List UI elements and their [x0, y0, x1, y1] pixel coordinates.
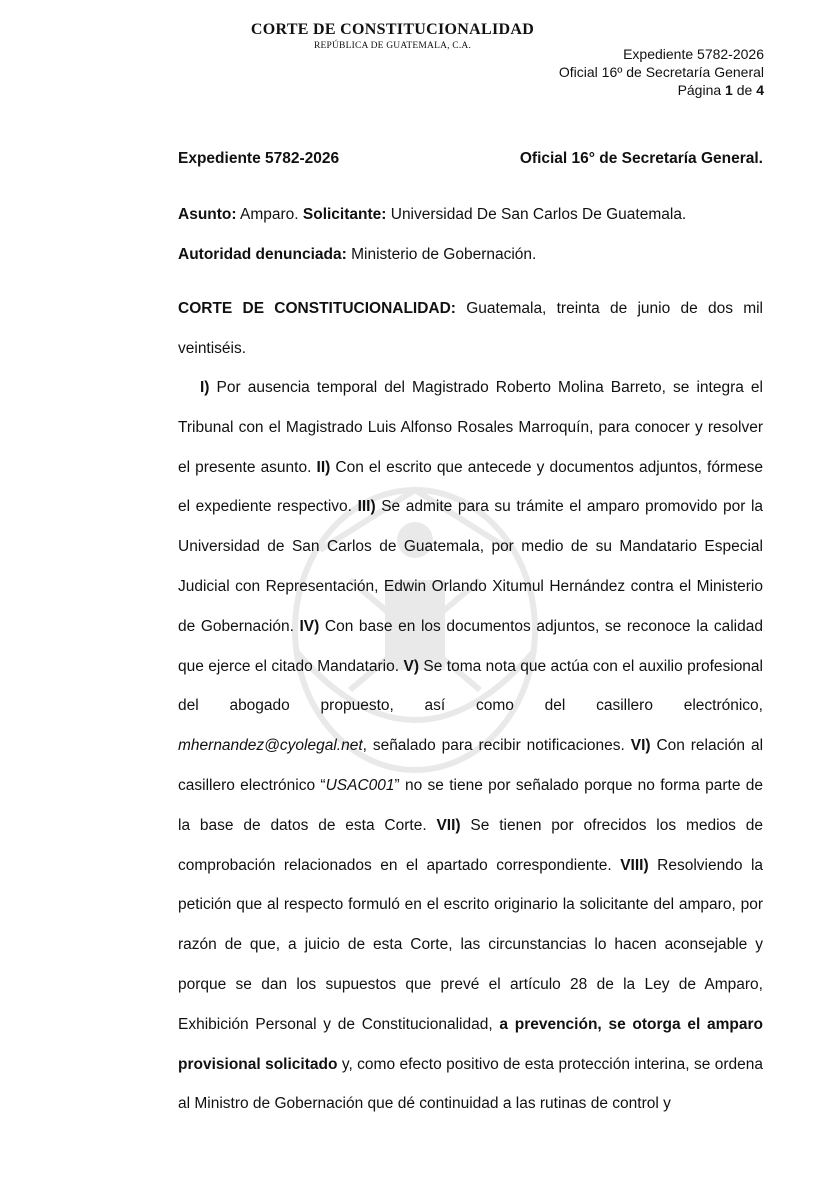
intro-court-label: CORTE DE CONSTITUCIONALIDAD: — [178, 300, 456, 317]
intro-date: Guatemala, treinta de junio de dos mil veintiséis. — [178, 300, 764, 357]
page-info-oficial: Oficial 16º de Secretaría General — [558, 64, 764, 80]
resolution-text-run: Se toma nota que actúa con el auxilio profesional del abogado propuesto, así como del casillero electrónico, — [178, 657, 763, 715]
resolution-bold-run: VIII) — [620, 856, 649, 874]
court-name: CORTE DE CONSTITUCIONALIDAD — [250, 21, 535, 38]
resolution-bold-run: III) — [357, 498, 376, 516]
solicitante-label: Solicitante: — [302, 206, 387, 223]
heading-expediente: Expediente 5782-2026 — [178, 150, 340, 167]
resolution-text — [178, 368, 763, 1124]
asunto-value: Amparo. — [236, 206, 303, 223]
resolution-bold-run: IV) — [299, 617, 320, 635]
resolution-text-run: y, como efecto positivo de esta protección interina, se ordena al Ministro de Gobernación que dé continuidad a las rutinas de control y — [178, 1055, 763, 1113]
resolution-text-run: Por ausencia temporal del Magistrado Roberto Molina Barreto, se integra el Tribunal con el Magistrado Luis Alfonso Rosales Marroquín, para conocer y resolver el presente asunto. — [178, 379, 763, 476]
resolution-bold-run: I) — [200, 379, 210, 396]
asunto-paragraph — [178, 195, 763, 275]
page-current: 1 — [725, 82, 733, 98]
page-prefix: Página — [677, 82, 726, 98]
resolution-text-run: Con base en los documentos adjuntos, se reconoce la calidad que ejerce el citado Mandatario. — [178, 617, 763, 675]
resolution-bold-run: II) — [316, 458, 331, 476]
heading-oficial: Oficial 16° de Secretaría General. — [519, 150, 763, 167]
resolution-italic-run: USAC001 — [325, 776, 395, 794]
letterhead — [220, 20, 565, 52]
page-of: de — [732, 82, 757, 98]
page-info — [559, 45, 764, 99]
autoridad-label: Autoridad denunciada: — [178, 245, 347, 263]
resolution-text-run: Se admite para su trámite el amparo promovido por la Universidad de San Carlos de Guatemala, por medio de su Mandatario Especial Judicial con Representación, Edwin Orlando Xitumul Hernández contra el Ministerio de Gobernación. — [178, 498, 764, 635]
solicitante-value: Universidad De San Carlos De Guatemala. — [386, 206, 687, 223]
resolution-bold-run: V) — [403, 657, 419, 675]
resolution-bold-run: VI) — [630, 737, 651, 755]
resolution-bold-run: VII) — [436, 816, 461, 834]
resolution-text-run: Con relación al casillero electrónico “ — [178, 737, 764, 794]
resolution-text-run: , señalado para recibir notificaciones. — [362, 737, 631, 755]
page-total: 4 — [756, 82, 764, 98]
page-number — [559, 81, 764, 99]
resolution-text-run: Se tienen por ofrecidos los medios de comprobación relacionados en el apartado correspondiente. — [178, 816, 763, 874]
autoridad-value: Ministerio de Gobernación. — [346, 245, 537, 263]
intro-paragraph — [178, 289, 763, 369]
page-info-expediente: Expediente 5782-2026 — [623, 46, 764, 62]
resolution-paragraph — [178, 368, 763, 1124]
resolution-text-run: Resolviendo la petición que al respecto formuló en el escrito originario la solicitante del amparo, por razón de que, a juicio de esta Corte, las circunstancias lo hacen aconsejable y porque se dan los supuestos que prevé el artículo 28 de la Ley de Amparo, Exhibición Personal y de Constitucionalidad, — [178, 856, 764, 1033]
resolution-italic-run: mhernandez@cyolegal.net — [178, 737, 363, 755]
asunto-label: Asunto: — [178, 206, 237, 223]
resolution-bold-run: a prevención, se otorga el amparo provisional solicitado — [178, 1015, 763, 1073]
republic-subtitle: REPÚBLICA DE GUATEMALA, C.A. — [313, 41, 472, 51]
resolution-text-run: ” no se tiene por señalado porque no forma parte de la base de datos de esta Corte. — [178, 776, 763, 834]
resolution-text-run: Con el escrito que antecede y documentos adjuntos, fórmese el expediente respectivo. — [178, 458, 764, 516]
document-heading — [178, 150, 763, 170]
